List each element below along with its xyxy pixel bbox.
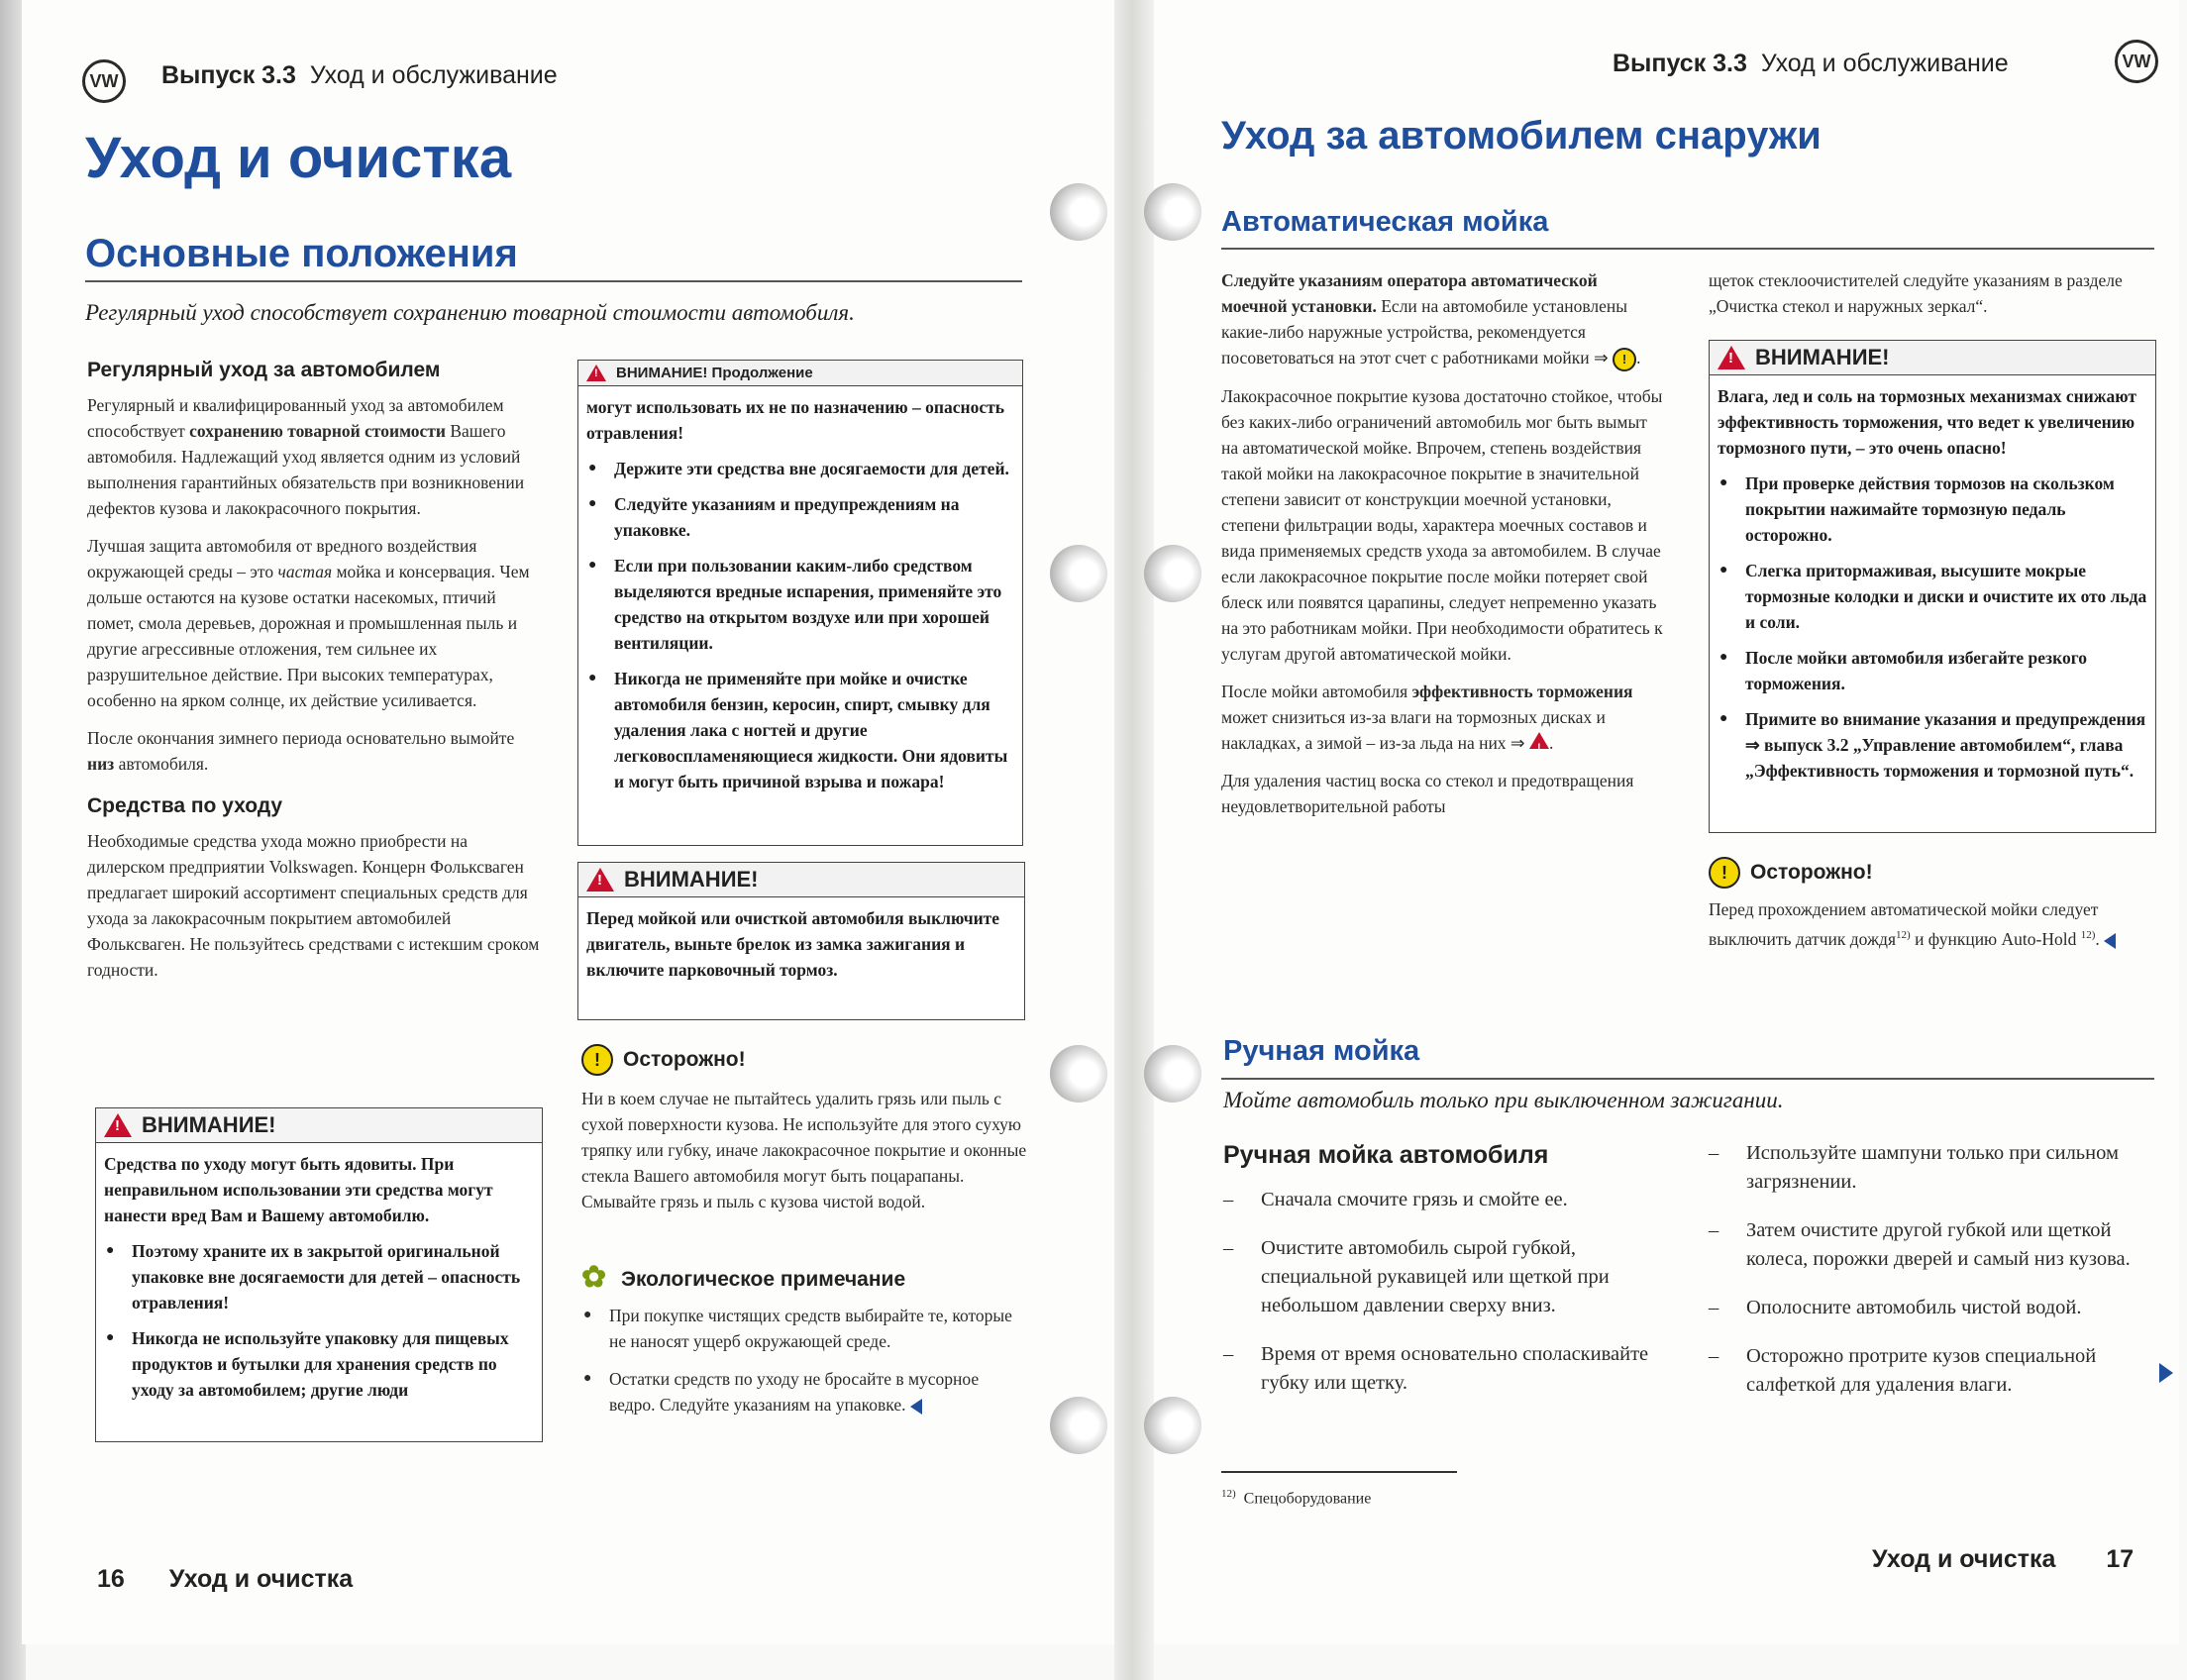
auto-wash-heading: Автоматическая мойка <box>1221 206 1549 238</box>
warning-continued-header: ! ВНИМАНИЕ! Продолжение <box>578 361 1022 386</box>
warning-header: ! ВНИМАНИЕ! <box>1710 341 2155 375</box>
section-header <box>1613 50 2009 78</box>
caution-ref-icon[interactable]: ! <box>1613 348 1636 371</box>
footnote: $^{12)}$ Спецоборудование <box>1221 1488 1372 1508</box>
caution-icon: ! <box>581 1044 613 1076</box>
manual-wash-subheading: Ручная мойка автомобиля <box>1223 1141 1549 1169</box>
warning-box <box>95 1107 543 1442</box>
page-footer <box>97 1565 353 1594</box>
page-footer <box>1872 1545 2134 1574</box>
warning-continued-box <box>577 360 1023 846</box>
caution-text: Перед прохождением автоматической мойки следует выключить датчик дождя$^{12)}$ и функцию Auto-Hold $^{12)}$. <box>1709 896 2156 952</box>
binding-hole <box>1144 1045 1201 1102</box>
caution-header: ! Осторожно! <box>581 1044 1027 1076</box>
footer-title: Уход и очистка <box>168 1565 354 1593</box>
page-number: 17 <box>2106 1545 2135 1573</box>
binding-hole <box>1050 1045 1107 1102</box>
care-products-heading: Средства по уходу <box>87 794 283 817</box>
auto-wash-text-cont: щеток стеклоочистителей следуйте указаниям в разделе „Очистка стекол и наружных зеркал“. <box>1709 270 2123 316</box>
caution-note <box>1709 857 2156 964</box>
caution-text: Ни в коем случае не пытайтесь удалить грязь или пыль с сухой поверхности кузова. Не используйте для этого сухую тряпку или губку, иначе лакокрасочное покрытие и оконные стекла Вашего автомобиля могут быть поцарапаны. Смывайте грязь и пыль с кузова чистой водой. <box>581 1089 1027 1211</box>
step-item: – Очистите автомобиль сырой губкой, специальной рукавицей или щеткой при небольшом давлении сверху вниз. <box>1223 1234 1669 1320</box>
chapter-title: Уход и очистка <box>85 126 512 190</box>
manual-wash-steps-right <box>1709 1139 2156 1419</box>
flower-icon <box>581 1265 611 1295</box>
caution-header: ! Осторожно! <box>1709 857 2156 889</box>
binding-hole <box>1050 183 1107 241</box>
binding-hole <box>1050 545 1107 602</box>
step-item: – Затем очистите другой губкой или щеткой колеса, порожки дверей и самый низ кузова. <box>1709 1216 2156 1274</box>
binding-hole <box>1144 183 1201 241</box>
warning-header: ! ВНИМАНИЕ! <box>578 863 1024 897</box>
binding-hole <box>1144 1397 1201 1454</box>
step-item: – Используйте шампуни только при сильном загрязнении. <box>1709 1139 2156 1197</box>
warning-continued-body: могут использовать их не по назначению – опасность отравления! ● Держите эти средства вне досягаемости для детей. ● Следуйте указаниям и предупреждениям на упаковке. ● Если при пользовании каким-либо средством выделяются вредные испарения, применяйте это средство на открытом воздухе или при хорошей вентиляции. ● Никогда не применяйте при мойке и очистке автомобиля бензин, керосин, спирт, смывку для удаления лака с ногтей и другие легковоспламеняющиеся жидкости. Они ядовиты и могут быть причиной взрыва и пожара! <box>578 386 1022 802</box>
warning-header: ! ВНИМАНИЕ! <box>96 1108 542 1143</box>
eco-note <box>581 1265 1027 1429</box>
regular-care-text: Регулярный и квалифицированный уход за автомобилем способствует сохранению товарной стоимости Вашего автомобиля. Надлежащий уход является одним из условий выполнения гарантийных обязательств при возникновении дефектов кузова и лакокрасочного покрытия. Лучшая защита автомобиля от вредного воздействия окружающей среды – это частая мойка и консервация. Чем дольше остаются на кузове остатки насекомых, птичий помет, смола деревьев, дорожная и промышленная пыль и другие агрессивные отложения, тем сильнее их разрушительное действие. При высоких температурах, особенно на ярком солнце, их действие усиливается. После окончания зимнего периода основательно вымойте низ автомобиля. <box>87 395 530 774</box>
left-column <box>87 359 543 995</box>
footer-title: Уход и очистка <box>1872 1545 2056 1573</box>
section-rule <box>1221 1078 2154 1080</box>
warning-ref-icon[interactable] <box>1529 732 1549 749</box>
auto-wash-text: Следуйте указаниям оператора автоматической моечной установки. Если на автомобиле установлены какие-либо наружные устройства, рекомендуется посоветоваться на этот счет с работниками мойки ⇒ ! . Лакокрасочное покрытие кузова достаточно стойкое, чтобы без каких-либо ограничений автомобиль мог быть вымыт на автоматической мойке. Впрочем, степень воздействия такой мойки на лакокрасочное покрытие в значительной степени зависит от конструкции моечной установки, степени фильтрации воды, характера моечных составов и вида применяемых средств ухода за автомобилем. В случае если лакокрасочное покрытие после мойки потеряет свой блеск или появятся царапины, следует непременно указать на это работникам мойки. При необходимости обратитесь к услугам другой автоматической мойки. После мойки автомобиля эффективность торможения может снизиться из-за влаги на тормозных дисках и накладках, а зимой – из-за льда на них ⇒ !. Для удаления частиц воска со стекол и предотвращения неудовлетворительной работы <box>1221 267 1667 831</box>
warning-triangle-icon <box>104 1113 132 1137</box>
warning-triangle-icon <box>586 868 614 892</box>
section-intro: Регулярный уход способствует сохранению товарной стоимости автомобиля. <box>85 300 855 325</box>
page-number: 16 <box>97 1565 125 1593</box>
end-of-section-icon <box>2104 933 2116 949</box>
footnote-rule <box>1221 1471 1457 1473</box>
vw-logo-icon: VW <box>82 59 126 103</box>
warning-triangle-icon <box>586 365 606 381</box>
section-rule <box>1221 248 2154 250</box>
regular-care-heading: Регулярный уход за автомобилем <box>87 359 441 381</box>
section-header-label: Выпуск 3.3 <box>161 61 296 89</box>
section-header <box>161 61 558 90</box>
step-item: – Время от время основательно споласкивайте губку или щетку. <box>1223 1340 1669 1398</box>
manual-wash-heading: Ручная мойка <box>1223 1035 1420 1067</box>
step-item: – Ополосните автомобиль чистой водой. <box>1709 1294 2156 1322</box>
chapter-title: Уход за автомобилем снаружи <box>1221 114 1822 158</box>
section-header-title: Уход и обслуживание <box>309 61 558 89</box>
binding-hole <box>1050 1397 1107 1454</box>
warning-body: Перед мойкой или очисткой автомобиля выключите двигатель, выньте брелок из замка зажигания и включите парковочный тормоз. <box>586 908 1000 980</box>
step-item: – Осторожно протрите кузов специальной салфеткой для удаления влаги. <box>1709 1342 2156 1400</box>
warning-body: Влага, лед и соль на тормозных механизмах снижают эффективность торможения, что ведет к увеличению тормозного пути, – это очень опасно! ● При проверке действия тормозов на скользком покрытии нажимайте тормозную педаль осторожно. ● Слегка притормаживая, высушите мокрые тормозные колодки и диски и очистите их ото льда и соли. ● После мойки автомобиля избегайте резкого торможения. ● Примите во внимание указания и предупреждения ⇒ выпуск 3.2 „Управление автомобилем“, глава „Эффективность торможения и тормозной путь“. <box>1710 375 2155 791</box>
care-products-text: Необходимые средства ухода можно приобрести на дилерском предприятии Volkswagen. Концерн Фольксваген предлагает широкий ассортимент специальных средств для ухода за лакокрасочным покрытием автомобилей Фольксваген. Не пользуйтесь средствами с истекшим сроком годности. <box>87 831 540 980</box>
section-title: Основные положения <box>85 232 518 275</box>
step-item: – Сначала смочите грязь и смойте ее. <box>1223 1186 1669 1214</box>
manual-wash-intro: Мойте автомобиль только при выключенном зажигании. <box>1223 1088 1784 1112</box>
warning-box <box>577 862 1025 1020</box>
section-header-title: Уход и обслуживание <box>1760 50 2009 77</box>
warning-body: Средства по уходу могут быть ядовиты. При неправильном использовании эти средства могут нанести вред Вам и Вашему автомобилю. ● Поэтому храните их в закрытой оригинальной упаковке вне досягаемости для детей – опасность отравления! ● Никогда не используйте упаковку для пищевых продуктов и бутылки для хранения средств по уходу за автомобилем; другие люди <box>96 1143 542 1411</box>
binding-hole <box>1144 545 1201 602</box>
section-header-label: Выпуск 3.3 <box>1613 50 1747 77</box>
vw-logo-icon: VW <box>2115 40 2158 83</box>
eco-text: ● При покупке чистящих средств выбирайте те, которые не наносят ущерб окружающей среде. ● Остатки средств по уходу не бросайте в мусорное ведро. Следуйте указаниям на упаковке. <box>581 1303 1027 1418</box>
caution-icon: ! <box>1709 857 1740 889</box>
warning-box <box>1709 340 2156 833</box>
end-of-section-icon <box>910 1399 922 1415</box>
warning-triangle-icon <box>1718 346 1745 369</box>
manual-wash-steps-left <box>1223 1141 1669 1418</box>
caution-note <box>581 1044 1027 1226</box>
section-rule <box>85 280 1022 282</box>
continued-arrow-icon <box>2159 1363 2173 1383</box>
eco-header: ✿ Экологическое примечание <box>581 1265 1027 1295</box>
